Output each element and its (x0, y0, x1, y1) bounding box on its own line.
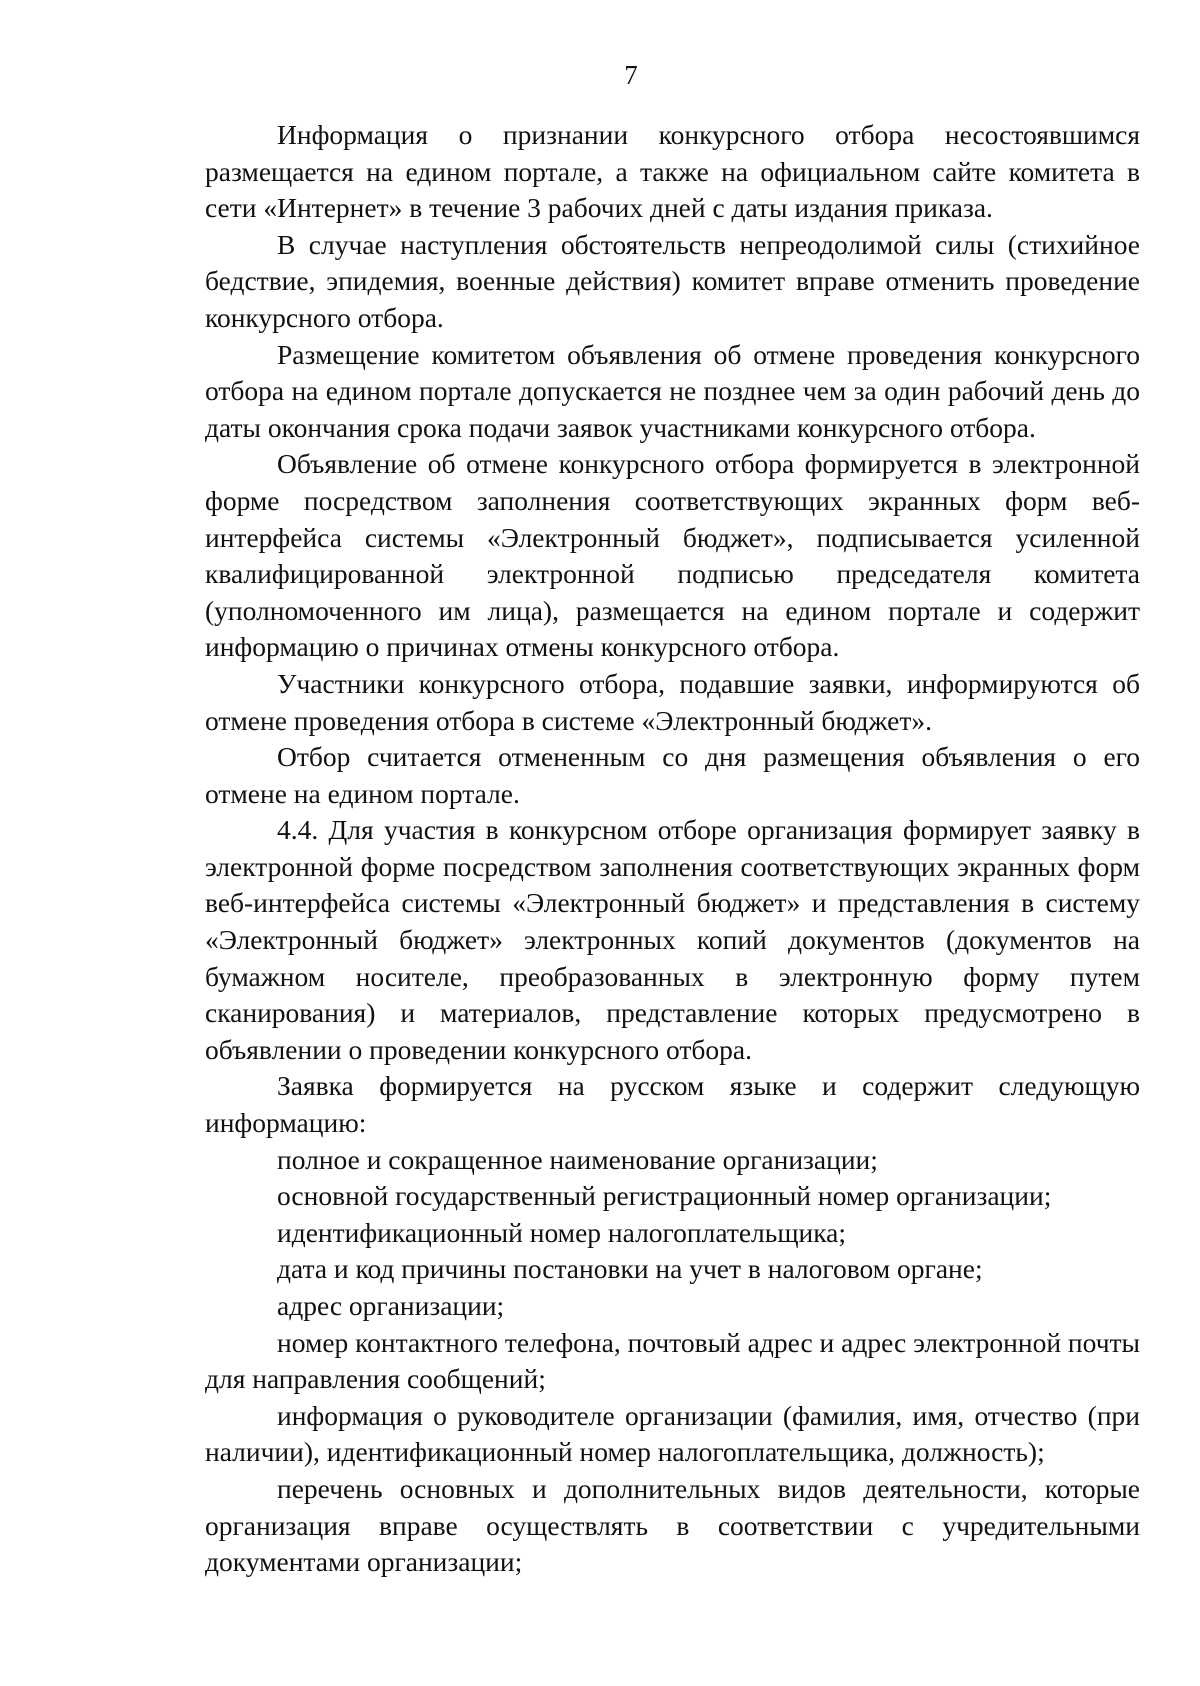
paragraph-cancellation-posting: Размещение комитетом объявления об отмене проведения конкурсного отбора на едином портале допускается не позднее чем за один рабочий день до даты окончания срока подачи заявок участниками конкурсного отбора. (205, 338, 1140, 443)
list-item-ogrn: основной государственный регистрационный номер организации; (277, 1180, 1052, 1212)
paragraph-section-4-4: 4.4. Для участия в конкурсном отборе организация формирует заявку в электронной форме посредством заполнения соответствующих экранных форм веб-интерфейса системы «Электронный бюджет» и представления в систему «Электронный бюджет» электронных копий документов (документов на бумажном носителе, преобразованных в электронную форму путем сканирования) и материалов, представление которых предусмотрено в объявлении о проведении конкурсного отбора. (205, 814, 1140, 1065)
list-item-contacts: номер контактного телефона, почтовый адрес и адрес электронной почты для направления сообщений; (205, 1326, 1141, 1395)
document-body (205, 117, 1140, 1581)
page-number: 7 (624, 60, 638, 90)
paragraph-failed-selection-info: Информация о признании конкурсного отбора несостоявшимся размещается на едином портале, а также на официальном сайте комитета в сети «Интернет» в течение 3 рабочих дней с даты издания приказа. (205, 119, 1140, 224)
list-item-head-info: информация о руководителе организации (фамилия, имя, отчество (при наличии), идентификационный номер налогоплательщика, должность); (205, 1399, 1140, 1468)
list-item-activities: перечень основных и дополнительных видов деятельности, которые организация вправе осуществлять в соответствии с учредительными документами организации; (205, 1472, 1140, 1578)
list-item-inn: идентификационный номер налогоплательщика; (277, 1216, 847, 1248)
paragraph-selection-cancelled: Отбор считается отмененным со дня размещения объявления о его отмене на едином портале. (205, 741, 1140, 809)
paragraph-application-content: Заявка формируется на русском языке и содержит следующую информацию: (205, 1070, 1140, 1139)
paragraph-force-majeure: В случае наступления обстоятельств непреодолимой силы (стихийное бедствие, эпидемия, военные действия) комитет вправе отменить проведение конкурсного отбора. (205, 228, 1140, 333)
list-item-address: адрес организации; (277, 1290, 505, 1321)
paragraph-participants-informed: Участники конкурсного отбора, подавшие заявки, информируются об отмене проведения отбора в системе «Электронный бюджет». (205, 667, 1140, 736)
list-item-kpp: дата и код причины постановки на учет в налоговом органе; (277, 1253, 983, 1285)
paragraph-cancellation-announcement: Объявление об отмене конкурсного отбора формируется в электронной форме посредством заполнения соответствующих экранных форм веб-интерфейса системы «Электронный бюджет», подписывается усиленной квалифицированной электронной подписью председателя комитета (уполномоченного им лица), размещается на едином портале и содержит информацию о причинах отмены конкурсного отбора. (205, 448, 1140, 663)
list-item-org-name: полное и сокращенное наименование организации; (277, 1143, 878, 1175)
